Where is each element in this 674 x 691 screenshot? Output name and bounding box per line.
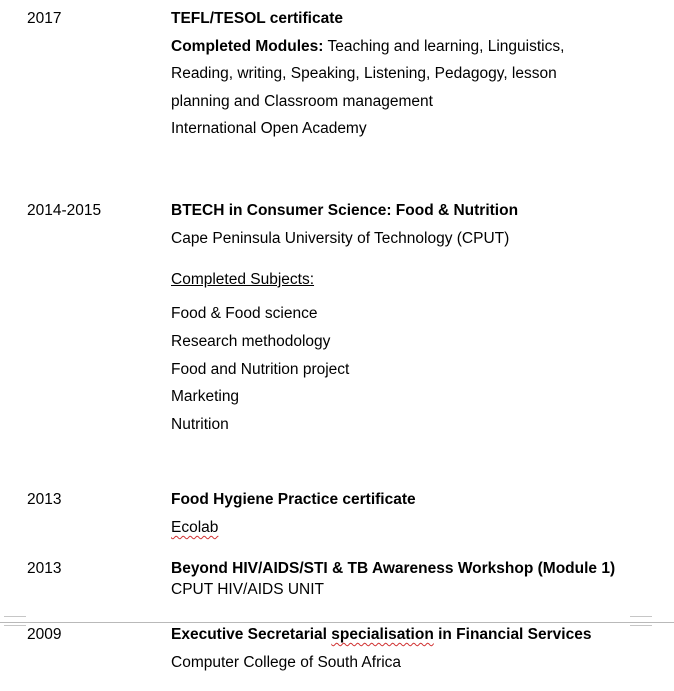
subject-item: Research methodology	[171, 333, 331, 350]
entry-title: Food Hygiene Practice certificate	[171, 491, 416, 508]
entry-year: 2014-2015	[27, 202, 102, 219]
subject-item: Food and Nutrition project	[171, 361, 350, 378]
entry-institution: Cape Peninsula University of Technology (CPUT)	[171, 230, 510, 247]
entry-year: 2009	[27, 626, 62, 643]
title-part: in Financial Services	[433, 626, 592, 643]
modules-text: planning and Classroom management	[171, 93, 433, 110]
subject-item: Nutrition	[171, 416, 229, 433]
entry-year: 2017	[27, 10, 62, 27]
entry-institution: CPUT HIV/AIDS UNIT	[171, 581, 325, 598]
entry-institution	[171, 518, 218, 538]
subject-item: Food & Food science	[171, 305, 318, 322]
entry-institution: Computer College of South Africa	[171, 654, 402, 671]
subject-item: Marketing	[171, 388, 240, 405]
entry-title	[171, 625, 591, 645]
entry-year: 2013	[27, 491, 62, 508]
modules-text: Reading, writing, Speaking, Listening, Pedagogy, lesson	[171, 65, 557, 82]
page-break-line	[0, 622, 674, 623]
entry-title: TEFL/TESOL certificate	[171, 10, 343, 27]
spellcheck-word: Ecolab	[171, 519, 219, 536]
title-part: Executive Secretarial	[171, 626, 332, 643]
page-corner-mark	[630, 616, 652, 626]
page-corner-mark	[4, 616, 26, 626]
modules-line	[171, 37, 564, 57]
entry-year: 2013	[27, 560, 62, 577]
spellcheck-word: specialisation	[331, 626, 434, 643]
entry-title: Beyond HIV/AIDS/STI & TB Awareness Workshop (Module 1)	[171, 560, 616, 577]
subjects-heading: Completed Subjects:	[171, 271, 315, 288]
modules-label: Completed Modules:	[171, 38, 324, 55]
modules-text: Teaching and learning, Linguistics,	[327, 38, 565, 55]
entry-institution: International Open Academy	[171, 120, 367, 137]
entry-title: BTECH in Consumer Science: Food & Nutrition	[171, 202, 519, 219]
